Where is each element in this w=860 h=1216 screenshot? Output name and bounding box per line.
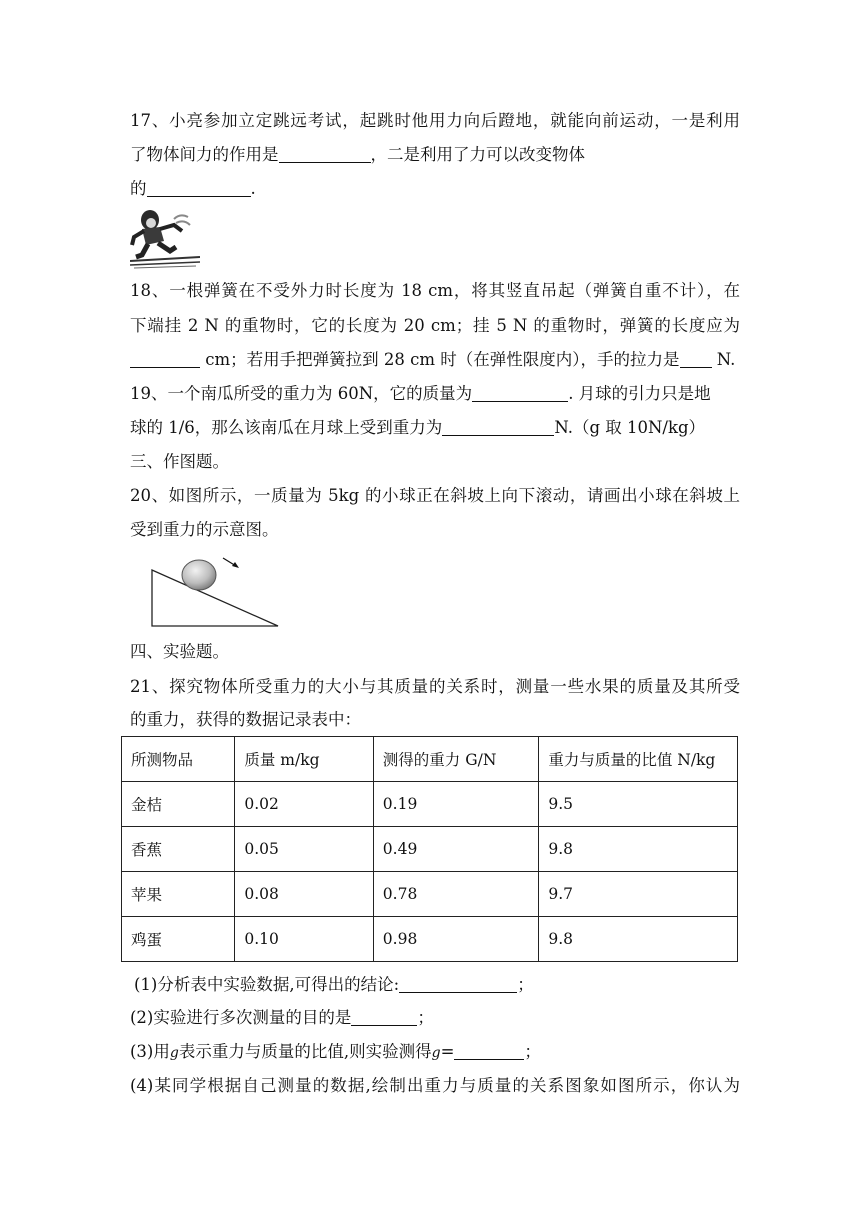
q17-text: . <box>250 179 256 198</box>
q17-line1 <box>130 110 740 132</box>
table-cell: 9.8 <box>539 827 738 872</box>
sub-question-2 <box>130 1007 740 1029</box>
header-cell: 所测物品 <box>122 737 235 782</box>
answer-blank[interactable] <box>472 385 568 402</box>
q20-line1 <box>130 485 740 507</box>
q20-line2 <box>130 519 740 541</box>
table-cell: 0.05 <box>235 827 373 872</box>
g-symbol: g <box>431 1045 441 1061</box>
sub-question-text: (4)某同学根据自己测量的数据,绘制出重力与质量的关系图象如图所示，你认为 <box>130 1076 740 1095</box>
table-cell: 0.19 <box>373 782 539 827</box>
table-row <box>122 827 738 872</box>
q20-text: 20、如图所示，一质量为 5kg 的小球正在斜坡上向下滚动，请画出小球在斜坡上 <box>130 486 740 505</box>
table-cell: 0.02 <box>235 782 373 827</box>
table-row <box>122 872 738 917</box>
table-cell: 香蕉 <box>122 827 235 872</box>
answer-blank[interactable] <box>130 351 200 368</box>
q19-text: 19、一个南瓜所受的重力为 60N，它的质量为 <box>130 384 473 403</box>
q19-text: N.（g 取 10N/kg） <box>554 418 706 437</box>
q18-text: 下端挂 2 N 的重物时，它的长度为 20 cm；挂 5 N 的重物时，弹簧的长度应为 <box>130 316 740 335</box>
q19-text: . 月球的引力只是地 <box>568 384 711 403</box>
equals-sign: = <box>440 1042 455 1061</box>
g-symbol: g <box>169 1045 179 1061</box>
table-cell: 0.08 <box>235 872 373 917</box>
answer-blank[interactable] <box>680 351 712 368</box>
q21-text: 的重力，获得的数据记录表中： <box>130 710 361 729</box>
table-cell: 0.98 <box>373 917 539 962</box>
header-cell: 质量 m/kg <box>235 737 373 782</box>
section-heading-experiment <box>130 641 740 663</box>
section-heading-drawing <box>130 451 740 473</box>
q17-text: 了物体间力的作用是 <box>130 145 279 164</box>
q17-text: 的 <box>130 179 147 198</box>
answer-blank[interactable] <box>442 419 554 436</box>
q18-text: 18、一根弹簧在不受外力时长度为 18 cm，将其竖直吊起（弹簧自重不计），在 <box>130 281 740 300</box>
sub-question-text: ； <box>524 1042 541 1061</box>
answer-blank[interactable] <box>399 976 517 993</box>
answer-blank[interactable] <box>279 146 371 163</box>
section-title: 四、实验题。 <box>130 642 229 661</box>
sub-question-text: ； <box>417 1008 434 1027</box>
table-cell: 9.7 <box>539 872 738 917</box>
q19-line2 <box>130 417 740 439</box>
sub-question-text: (1)分析表中实验数据,可得出的结论: <box>134 975 400 994</box>
sub-question-text: 表示重力与质量的比值,则实验测得 <box>178 1042 432 1061</box>
table-cell: 0.10 <box>235 917 373 962</box>
incline-ball-figure <box>148 556 282 628</box>
q21-line1 <box>130 676 740 698</box>
table-header-row <box>122 737 738 782</box>
q18-text: cm；若用手把弹簧拉到 28 cm 时（在弹性限度内），手的拉力是 <box>205 350 680 369</box>
q21-line2 <box>130 709 740 731</box>
answer-blank[interactable] <box>351 1009 417 1026</box>
header-cell: 测得的重力 G/N <box>373 737 539 782</box>
sub-question-text: ； <box>517 975 534 994</box>
sub-question-text: (3)用 <box>130 1042 170 1061</box>
data-table <box>121 736 738 962</box>
table-cell: 0.49 <box>373 827 539 872</box>
table-cell: 0.78 <box>373 872 539 917</box>
table-cell: 鸡蛋 <box>122 917 235 962</box>
section-title: 三、作图题。 <box>130 452 229 471</box>
q17-text: ，二是利用了力可以改变物体 <box>370 145 585 164</box>
table-row <box>122 782 738 827</box>
long-jump-illustration <box>130 207 200 269</box>
sub-question-4 <box>130 1075 740 1097</box>
answer-blank[interactable] <box>147 180 251 197</box>
q18-line3 <box>130 349 740 371</box>
sub-question-text: (2)实验进行多次测量的目的是 <box>130 1008 352 1027</box>
q19-text: 球的 1/6，那么该南瓜在月球上受到重力为 <box>130 418 443 437</box>
table-cell: 金桔 <box>122 782 235 827</box>
arrow-head-icon <box>232 562 239 568</box>
q18-line1 <box>130 280 740 302</box>
q18-text: N. <box>716 350 736 369</box>
q20-text: 受到重力的示意图。 <box>130 520 279 539</box>
answer-blank[interactable] <box>454 1043 524 1060</box>
q21-text: 21、探究物体所受重力的大小与其质量的关系时，测量一些水果的质量及其所受 <box>130 677 740 696</box>
table-cell: 9.5 <box>539 782 738 827</box>
q18-line2 <box>130 315 740 337</box>
header-cell: 重力与质量的比值 N/kg <box>539 737 738 782</box>
sub-question-3 <box>130 1041 740 1064</box>
table-row <box>122 917 738 962</box>
q17-text: 17、小亮参加立定跳远考试，起跳时他用力向后蹬地，就能向前运动，一是利用 <box>130 111 740 130</box>
q17-line2 <box>130 144 740 166</box>
q19-line1 <box>130 383 740 405</box>
table-cell: 苹果 <box>122 872 235 917</box>
ball <box>182 560 216 590</box>
q17-line3 <box>130 178 740 200</box>
table-cell: 9.8 <box>539 917 738 962</box>
sub-question-1 <box>134 974 744 996</box>
